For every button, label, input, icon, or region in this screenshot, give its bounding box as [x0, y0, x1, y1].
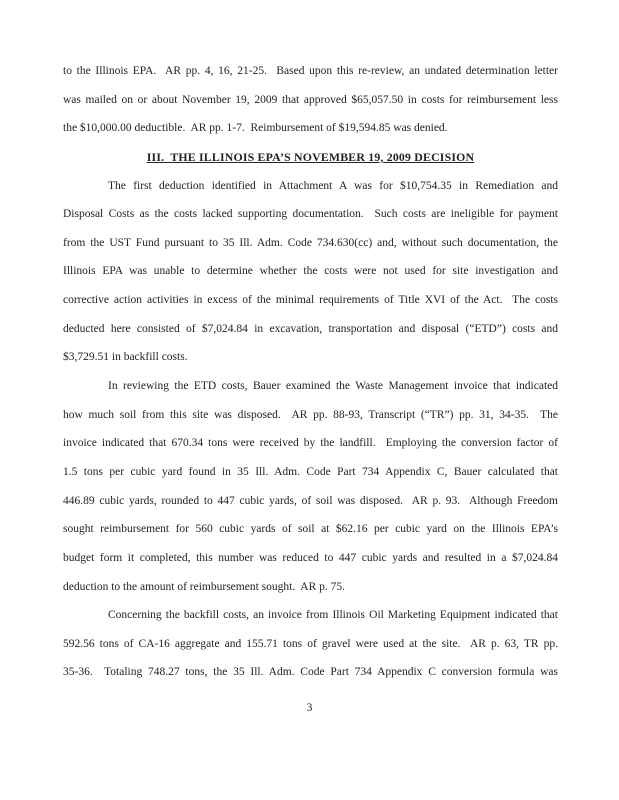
- body-line: 592.56 tons of CA-16 aggregate and 155.71 tons of gravel were used at the site. AR p. 63, TR pp.: [63, 637, 558, 650]
- body-line: Illinois EPA was unable to determine whether the costs were not used for site investigation and: [63, 265, 558, 278]
- body-line: The first deduction identified in Attachment A was for $10,754.35 in Remediation and: [108, 179, 558, 192]
- body-line: 446.89 cubic yards, rounded to 447 cubic yards, of soil was disposed. AR p. 93. Although Freedom: [63, 494, 558, 507]
- body-line: deducted here consisted of $7,024.84 in excavation, transportation and disposal (“ETD”) costs and: [63, 322, 558, 335]
- page-number: 3: [306, 702, 313, 714]
- body-line: invoice indicated that 670.34 tons were received by the landfill. Employing the conversion factor of: [63, 437, 558, 450]
- section-heading-text: III. THE ILLINOIS EPA’S NOVEMBER 19, 2009 DECISION: [146, 149, 475, 164]
- body-line: the $10,000.00 deductible. AR pp. 1-7. Reimbursement of $19,594.85 was denied.: [63, 122, 448, 135]
- body-line: 1.5 tons per cubic yard found in 35 Ill. Adm. Code Part 734 Appendix C, Bauer calculated that: [63, 465, 558, 478]
- body-line: corrective action activities in excess of the minimal requirements of Title XVI of the Act. The costs: [63, 294, 558, 307]
- body-line: sought reimbursement for 560 cubic yards of soil at $62.16 per cubic yard on the Illinois EPA’s: [63, 523, 558, 536]
- body-line: In reviewing the ETD costs, Bauer examined the Waste Management invoice that indicated: [108, 380, 558, 393]
- body-line: $3,729.51 in backfill costs.: [63, 351, 188, 364]
- body-line: Concerning the backfill costs, an invoice from Illinois Oil Marketing Equipment indicated that: [108, 609, 558, 622]
- body-line: was mailed on or about November 19, 2009 that approved $65,057.50 in costs for reimbursement less: [63, 93, 558, 106]
- body-line: from the UST Fund pursuant to 35 Ill. Adm. Code 734.630(cc) and, without such documentation, the: [63, 236, 558, 249]
- body-line: 35-36. Totaling 748.27 tons, the 35 Ill. Adm. Code Part 734 Appendix C conversion formula was: [63, 666, 558, 679]
- body-line: Disposal Costs as the costs lacked supporting documentation. Such costs are ineligible for payment: [63, 208, 558, 221]
- body-line: deduction to the amount of reimbursement sought. AR p. 75.: [63, 580, 346, 593]
- page-body-text: [63, 57, 558, 687]
- body-line: budget form it completed, this number was reduced to 447 cubic yards and resulted in a $7,024.84: [63, 551, 558, 564]
- body-line: how much soil from this site was disposed. AR pp. 88-93, Transcript (“TR”) pp. 31, 34-35. The: [63, 408, 558, 421]
- body-line: to the Illinois EPA. AR pp. 4, 16, 21-25. Based upon this re-review, an undated determination letter: [63, 65, 558, 77]
- section-heading: [63, 143, 558, 172]
